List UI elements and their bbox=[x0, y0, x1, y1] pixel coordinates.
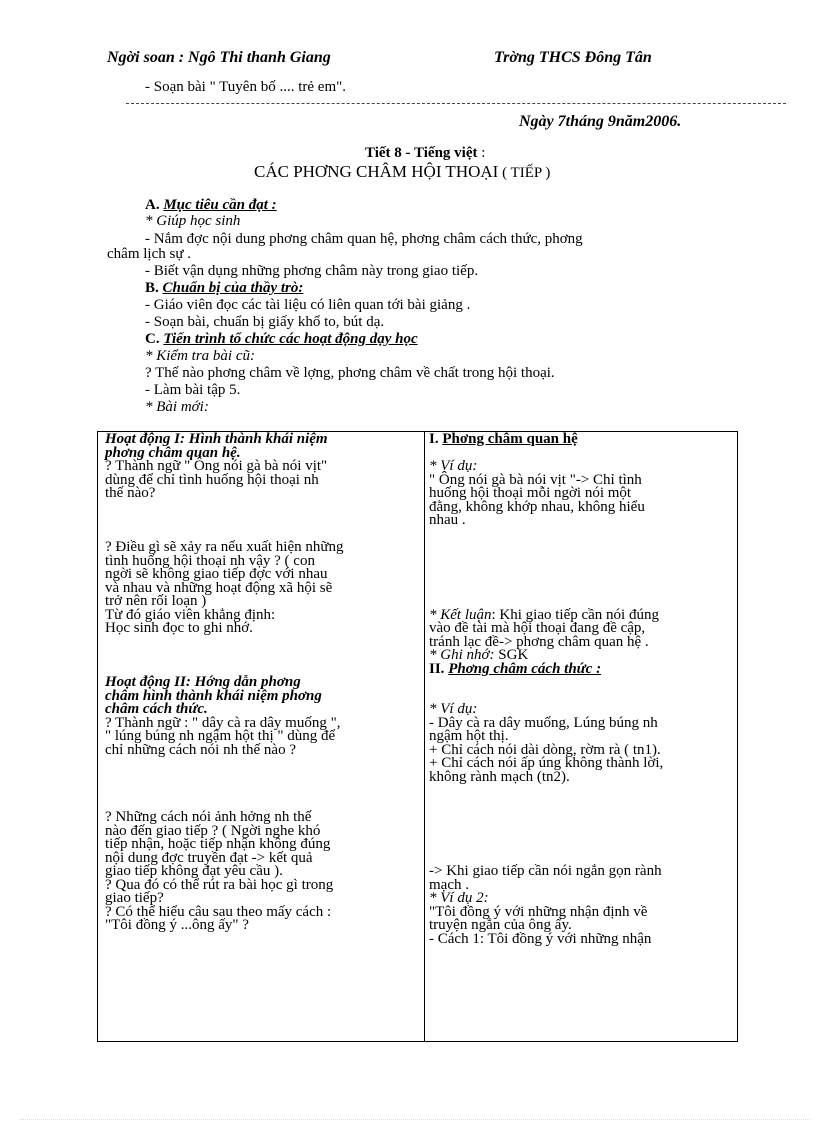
student-note: Học sinh đọc to ghi nhớ. bbox=[105, 620, 253, 636]
section-b-heading: B. Chuẩn bị của thầy trò: bbox=[145, 280, 304, 296]
example-1-label: * Ví dụ: bbox=[429, 458, 478, 474]
section-c-heading: C. Tiến trình tổ chức các hoạt động dạy học bbox=[145, 331, 418, 347]
prep-2: - Soạn bài, chuẩn bị giấy khổ to, bút dạ. bbox=[145, 314, 385, 330]
page-bottom-rule bbox=[20, 1119, 810, 1120]
section-1-heading: I. Phơng châm quan hệ bbox=[429, 431, 578, 447]
conclusion-2: -> Khi giao tiếp cần nói ngắn gọn rành bbox=[429, 863, 662, 879]
teacher-note: Từ đó giáo viên khẳng định: bbox=[105, 606, 276, 623]
table-column-divider bbox=[424, 431, 425, 1042]
check-exercise: - Làm bài tập 5. bbox=[145, 382, 241, 398]
objective-1: - Nắm đợc nội dung phơng châm quan hệ, phơng châm cách thức, phơng bbox=[145, 231, 583, 247]
lesson-title: CÁC PHƠNG CHÂM HỘI THOẠI ( TIẾP ) bbox=[254, 162, 551, 181]
header-separator bbox=[126, 103, 786, 104]
question-3: ? Thành ngữ : " dây cà ra dây muống ", bbox=[105, 714, 341, 731]
check-question: ? Thế nào phơng châm về lợng, phơng châm về chất trong hội thoại. bbox=[145, 365, 555, 381]
section-a-heading: A. Mục tiêu cần đạt : bbox=[145, 197, 277, 213]
section-2-heading: II. Phơng châm cách thức : bbox=[429, 660, 602, 677]
lesson-date: Ngày 7tháng 9năm2006. bbox=[519, 113, 682, 130]
example-3: "Tôi đồng ý với những nhận định về bbox=[429, 903, 648, 920]
school-name: Trờng THCS Đông Tân bbox=[494, 49, 652, 66]
previous-task: - Soạn bài " Tuyên bố .... trẻ em". bbox=[145, 79, 346, 95]
question-6: ? Có thể hiểu câu sau theo mấy cách : bbox=[105, 903, 332, 920]
example-2: - Dây cà ra dây muống, Lúng búng nh bbox=[429, 714, 658, 731]
author-line: Ngời soan : Ngô Thi thanh Giang bbox=[107, 49, 331, 66]
objective-1-cont: châm lịch sự . bbox=[107, 246, 191, 262]
question-4: ? Những cách nói ảnh hởng nh thế bbox=[105, 809, 312, 825]
example-3-label: * Ví dụ 2: bbox=[429, 890, 489, 906]
lesson-subtitle: Tiết 8 - Tiếng việt : bbox=[365, 145, 486, 161]
question-1: ? Thành ngữ " Ông nói gà bà nói vịt" bbox=[105, 458, 328, 474]
table-left-column: Hoạt động I: Hình thành khái niệm phơng châm quan hệ. ? Thành ngữ " Ông nói gà bà nói vịt" dùng để chỉ tình huống hội thoại nh thế nào? ? Điều gì sẽ xảy ra nếu xuất hiện những tình huống hội thoại nh vậy ? ( con ngời sẽ không giao tiếp đợc với nhau và nhau và những hoạt động xã hội sẽ trở nên rối loạn ) Từ đó giáo viên khẳng định: Học sinh đọc to ghi nhớ. Hoạt động II: Hớng dẫn phơng châm hình thành khái niệm phơng châm cách thức. ? Thành ngữ : " dây cà ra dây muống ", " lúng búng nh ngậm hột thị " dùng để chỉ những cách nói nh thế nào ? ? Những cách nói ảnh hởng nh thế nào đến giao tiếp ? ( Ngời nghe khó tiếp nhận, hoặc tiếp nhận không đúng nội dung đợc truyền đạt -> kết quả giao tiếp không đạt yêu cầu ). ? Qua đó có thể rút ra bài học gì trong giao tiếp? ? Có thể hiểu câu sau theo mấy cách : "Tôi đồng ý ...ông ấy" ? bbox=[105, 433, 417, 933]
prep-1: - Giáo viên đọc các tài liệu có liên quan tới bài giảng . bbox=[145, 297, 471, 313]
example-2-label: * Ví dụ: bbox=[429, 701, 478, 717]
activity-2-heading: Hoạt động II: Hớng dẫn phơng bbox=[105, 674, 301, 690]
memo: * Ghi nhớ: SGK bbox=[429, 647, 529, 663]
section-c-sub: * Kiểm tra bài cũ: bbox=[145, 348, 255, 364]
question-5: ? Qua đó có thể rút ra bài học gì trong bbox=[105, 876, 334, 893]
question-2: ? Điều gì sẽ xảy ra nếu xuất hiện những bbox=[105, 539, 344, 555]
section-a-sub: * Giúp học sinh bbox=[145, 213, 241, 229]
objective-2: - Biết vận dụng những phơng châm này trong giao tiếp. bbox=[145, 263, 479, 279]
new-lesson-label: * Bài mới: bbox=[145, 399, 209, 415]
activity-1-heading: Hoạt động I: Hình thành khái niệm bbox=[105, 431, 328, 447]
table-right-column: I. Phơng châm quan hệ * Ví dụ: " Ông nói gà bà nói vịt "-> Chỉ tình huống hội thoại mỗi ngời nói một đằng, không khớp nhau, không hiểu nhau . * Kết luận: Khi giao tiếp cần nói đúng vào đề tài mà hội thoại đang đề cập, tránh lạc đề-> phơng châm quan hệ . * Ghi nhớ: SGK II. Phơng châm cách thức : * Ví dụ: - Dây cà ra dây muống, Lúng búng nh ngậm hột thị. + Chỉ cách nói dài dòng, rờm rà ( tn1). + Chỉ cách nói ấp úng không thành lời, không rành mạch (tn2). -> Khi giao tiếp cần nói ngắn gọn rành mạch . * Ví dụ 2: "Tôi đồng ý với những nhận định về truyện ngắn của ông ấy. - Cách 1: Tôi đồng ý với những nhận bbox=[429, 433, 741, 946]
example-1: " Ông nói gà bà nói vịt "-> Chỉ tình bbox=[429, 471, 642, 488]
conclusion-1: * Kết luận: Khi giao tiếp cần nói đúng bbox=[429, 606, 659, 623]
